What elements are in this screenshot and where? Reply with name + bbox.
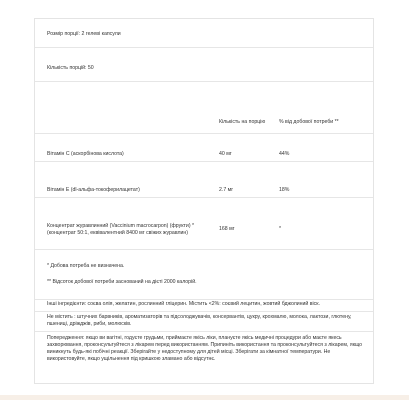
warning-text: Попередження: якщо ви вагітні, годуєте грудьми, приймаєте якісь ліки, плануєте якісь медичні процедури або маєте якесь захворювання, проконсультуйтеся з лікарем перед використанням. Припиніть використання та проконсультуйтеся з лікарем, якщо виникнуть будь-які побічні реакції. Зберігайте у недоступному для дітей місці. Зберігати за кімнатної температури. Не використовуйте, якщо ущільнення під кришкою зламано або відсутнє. xyxy=(47,335,363,362)
does-not-contain: Не містить : штучних барвників, ароматизаторів та підсолоджувачів, консервантів, цукру, крохмалю, молока, лактози, глютену, пшениці, дріжджів, риби, молюсків. xyxy=(47,314,352,327)
footnote-daily-value-basis: ** Відсоток добової потреби заснований на дієті 2000 калорій. xyxy=(47,279,197,285)
nutrient-daily-value: 44% xyxy=(279,151,290,157)
supplement-facts-panel xyxy=(34,18,374,384)
footnotes-row xyxy=(35,249,373,300)
table-row xyxy=(35,133,373,162)
serving-size-row xyxy=(35,19,373,48)
nutrient-name: Вітамін C (аскорбінова кислота) xyxy=(47,151,124,157)
other-ingredients: Інші інгредієнти: соєва олія, желатин, рослинний гліцерин. Містить <2%: соєвий лецитин, жовтий бджолиний віск. xyxy=(47,301,320,307)
column-header-daily-value: % від добової потреби ** xyxy=(279,119,339,125)
nutrient-daily-value: * xyxy=(279,226,282,232)
footnote-not-established: * Добова потреба не визначена. xyxy=(47,263,125,269)
servings-per-container: Кількість порцій: 50 xyxy=(47,65,94,71)
table-row xyxy=(35,197,373,250)
nutrient-name: Вітамін E (dl-альфа-токоферилацетат) xyxy=(47,187,140,193)
servings-per-container-row xyxy=(35,47,373,82)
does-not-contain-row xyxy=(35,311,373,332)
nutrient-daily-value: 18% xyxy=(279,187,290,193)
column-header-amount: Кількість на порцію xyxy=(219,119,266,125)
warning-row xyxy=(35,331,373,361)
table-row xyxy=(35,161,373,198)
bottom-strip xyxy=(0,395,409,400)
table-header-row xyxy=(35,81,373,134)
nutrient-name-line-2: (концентрат 50:1, еквівалентний 8400 мг свіжих журавлин) xyxy=(47,230,188,236)
nutrient-name-line-1: Концентрат журавлинний (Vaccinium macrocarpon) (фрукти) * xyxy=(47,223,195,229)
nutrient-amount: 2.7 мг xyxy=(219,187,234,193)
nutrient-amount: 40 мг xyxy=(219,151,232,157)
serving-size: Розмір порції: 2 гелеві капсули xyxy=(47,31,121,37)
nutrient-amount: 168 мг xyxy=(219,226,235,232)
